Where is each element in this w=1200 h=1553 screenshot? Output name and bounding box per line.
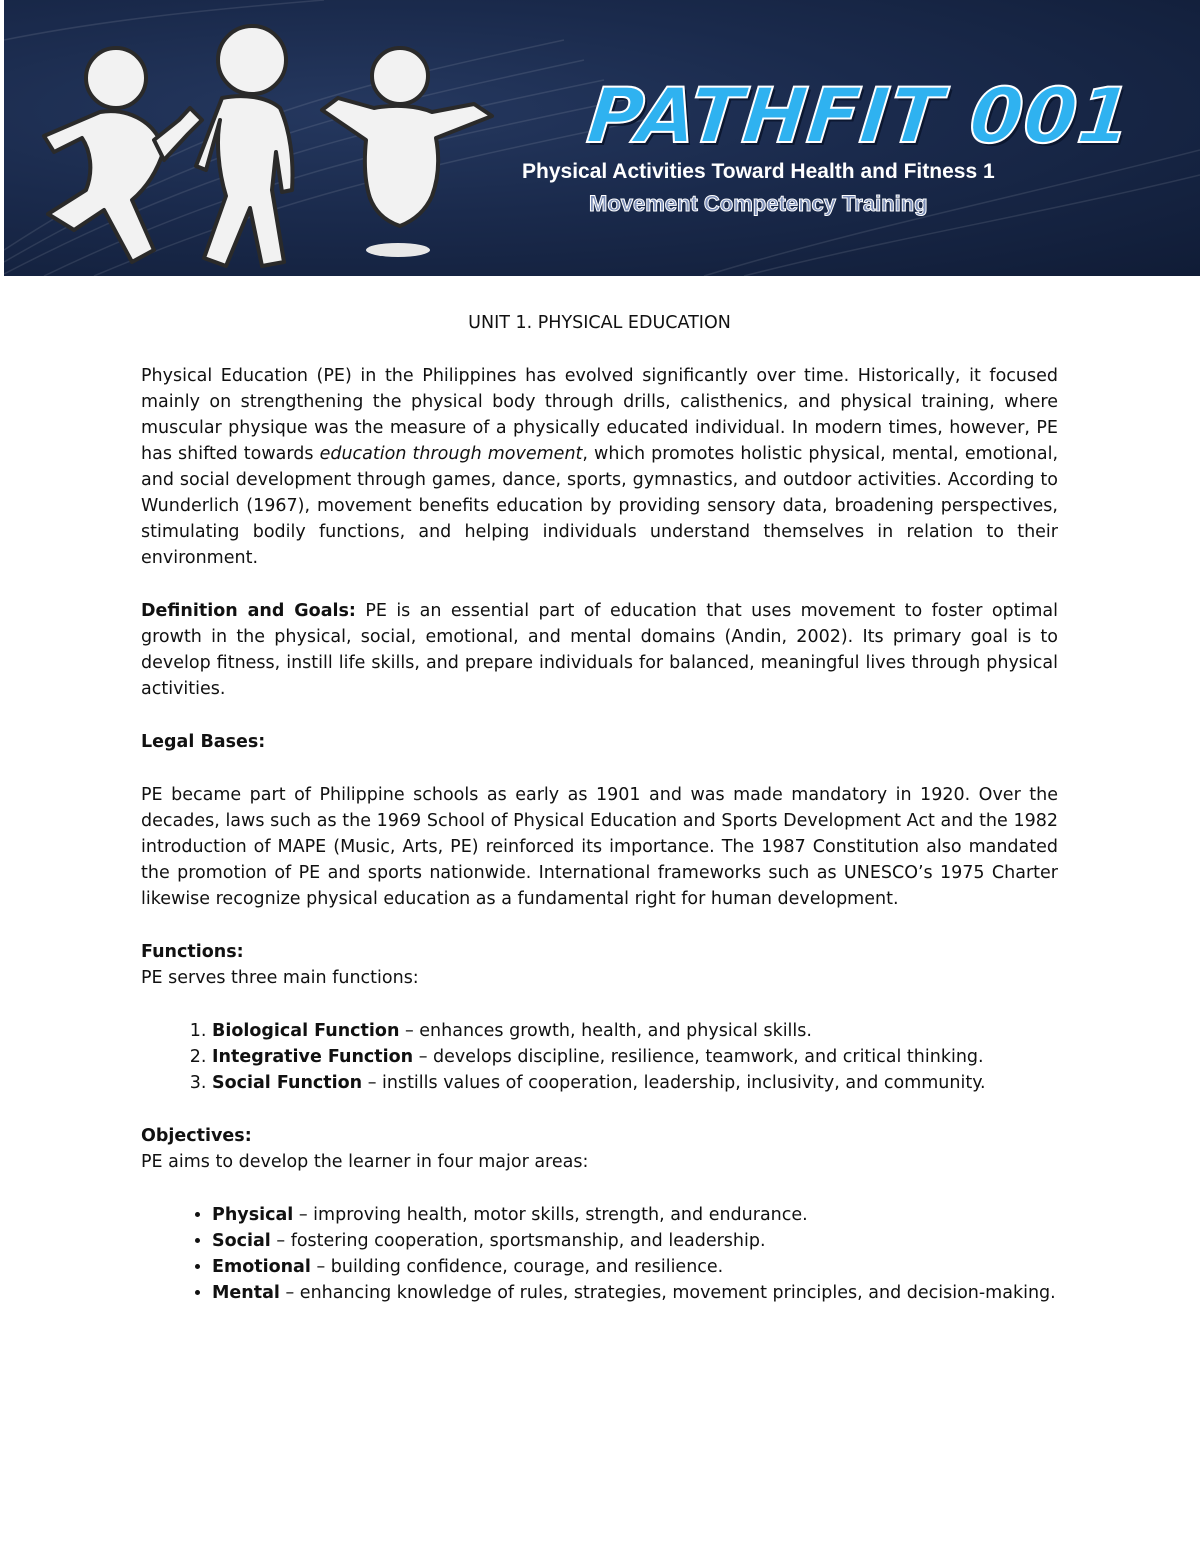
function-term: Integrative Function	[212, 1047, 414, 1067]
definition-heading: Definition and Goals:	[141, 601, 356, 621]
objective-desc: – improving health, motor skills, strength, and endurance.	[293, 1205, 808, 1225]
definition-text: PE is an essential part of education that uses movement to foster optimal growth in the physical, social, emotional, and mental domains (Andin, 2002). Its primary goal is to develop fitness, instill life skills, and prepare individuals for balanced, meaningful lives through physical activities.	[141, 601, 1058, 699]
definition-paragraph	[141, 598, 1058, 702]
document-body	[141, 310, 1058, 1306]
intro-paragraph	[141, 363, 1058, 571]
objectives-list	[141, 1202, 1058, 1306]
intro-text-before: Physical Education (PE) in the Philippines has evolved significantly over time. Historically, it focused mainly on strengthening the physical body through drills, calisthenics, and physical training, where muscular physique was the measure of a physically educated individual. In modern times, however, PE has shifted towards	[141, 366, 1058, 464]
list-item	[212, 1280, 1058, 1306]
functions-intro: PE serves three main functions:	[141, 968, 419, 988]
list-item	[212, 1018, 1058, 1044]
list-item	[212, 1202, 1058, 1228]
functions-heading-line	[141, 939, 1058, 965]
objectives-intro: PE aims to develop the learner in four major areas:	[141, 1152, 589, 1172]
function-desc: – instills values of cooperation, leadership, inclusivity, and community.	[362, 1073, 986, 1093]
function-desc: – develops discipline, resilience, teamwork, and critical thinking.	[413, 1047, 984, 1067]
unit-title: UNIT 1. PHYSICAL EDUCATION	[468, 313, 731, 333]
functions-list	[141, 1018, 1058, 1096]
objectives-heading-line	[141, 1123, 1058, 1149]
list-item	[212, 1044, 1058, 1070]
objective-term: Physical	[212, 1205, 294, 1225]
objective-desc: – enhancing knowledge of rules, strategies, movement principles, and decision-making.	[279, 1283, 1056, 1303]
jumping-figure-icon	[322, 48, 492, 226]
intro-emphasis: education through movement	[319, 444, 583, 464]
function-desc: – enhances growth, health, and physical skills.	[399, 1021, 812, 1041]
list-item	[212, 1070, 1058, 1096]
course-title: PATHFIT 001	[583, 71, 1137, 160]
course-tagline: Movement Competency Training	[589, 191, 928, 216]
running-figure-icon	[44, 48, 202, 262]
objective-term: Emotional	[212, 1257, 311, 1277]
course-subtitle: Physical Activities Toward Health and Fitness 1	[522, 160, 995, 183]
objective-desc: – fostering cooperation, sportsmanship, and leadership.	[270, 1231, 766, 1251]
functions-heading: Functions:	[141, 942, 244, 962]
objectives-heading: Objectives:	[141, 1126, 252, 1146]
function-term: Social Function	[212, 1073, 363, 1093]
list-item	[212, 1228, 1058, 1254]
list-item	[212, 1254, 1058, 1280]
legal-paragraph: PE became part of Philippine schools as early as 1901 and was made mandatory in 1920. Over the decades, laws such as the 1969 School of Physical Education and Sports Development Act and the 1982 introduction of MAPE (Music, Arts, PE) reinforced its importance. The 1987 Constitution also mandated the promotion of PE and sports nationwide. International frameworks such as UNESCO’s 1975 Charter likewise recognize physical education as a fundamental right for human development.	[141, 785, 1058, 909]
header-banner	[4, 0, 1200, 276]
objective-term: Mental	[212, 1283, 280, 1303]
objective-term: Social	[212, 1231, 271, 1251]
shadow-oval	[366, 243, 430, 257]
legal-heading: Legal Bases:	[141, 732, 266, 752]
walking-figure-icon	[196, 26, 293, 266]
objective-desc: – building confidence, courage, and resilience.	[310, 1257, 724, 1277]
legal-heading-line	[141, 729, 1058, 755]
function-term: Biological Function	[212, 1021, 400, 1041]
intro-text-after: , which promotes holistic physical, mental, emotional, and social development through games, dance, sports, gymnastics, and outdoor activities. According to Wunderlich (1967), movement benefits education by providing sensory data, broadening perspectives, stimulating bodily functions, and helping individuals understand themselves in relation to their environment.	[141, 444, 1059, 568]
